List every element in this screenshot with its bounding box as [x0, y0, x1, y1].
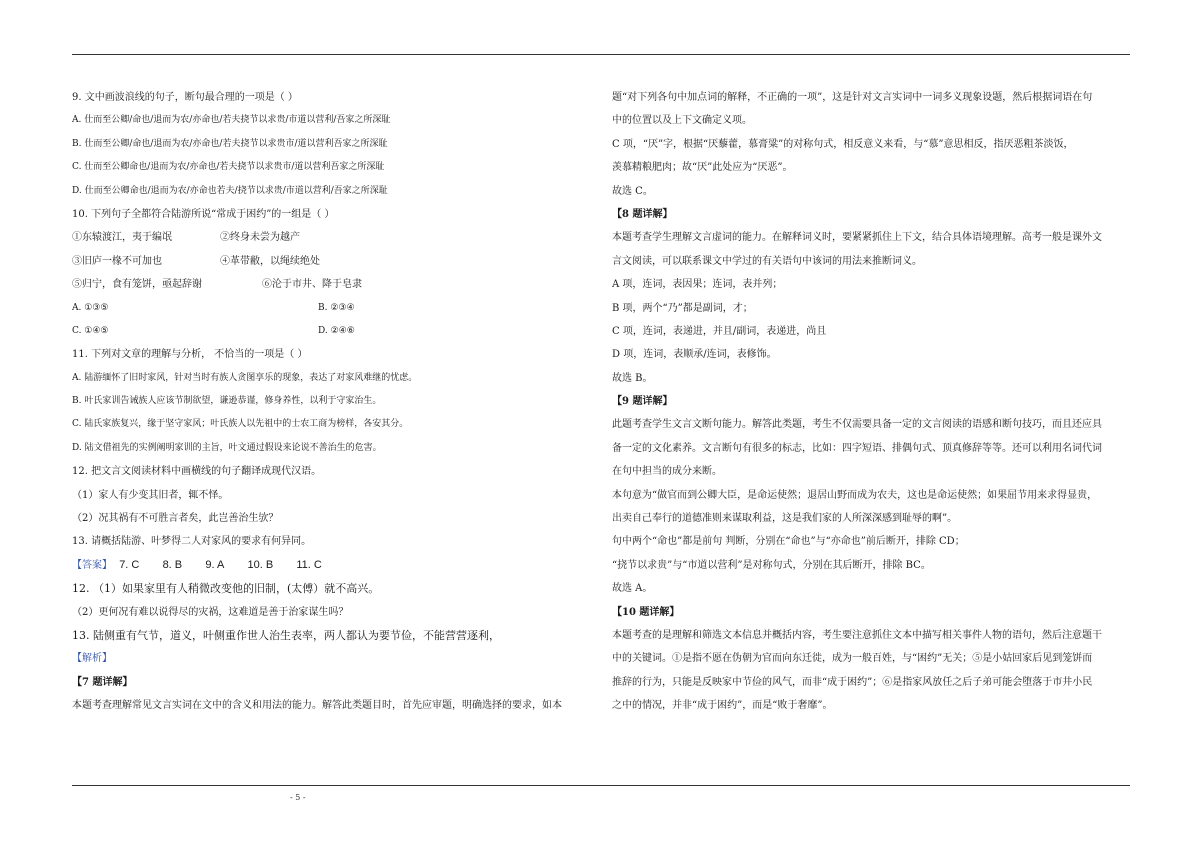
answer-9: 9. A	[205, 558, 225, 571]
q11-option-b: B. 叶氏家训告诫族人应该节制欲望，谦逊恭谨，修身养性，以利于守家治生。	[72, 396, 382, 407]
q10-option-b: B. ②③④	[318, 302, 355, 313]
q10-option-a: A. ①③⑤	[72, 302, 109, 313]
q10-item-5: ⑤归宁，食有笼饼，亟起辞谢	[72, 279, 202, 291]
text-line: 之中的情况，并非“成于困约”，而是“败于奢靡”。	[612, 700, 833, 712]
q12-stem: 12. 把文言文阅读材料中画横线的句子翻译成现代汉语。	[72, 466, 322, 478]
answer-12-line-1: 12. （1）如果家里有人稍微改变他的旧制，(太傅）就不高兴。	[72, 582, 380, 596]
text-line: 备一定的文化素养。文言断句有很多的标志，比如：四字短语、排偶句式、顶真修辞等等。还可以利用名词代词	[612, 442, 1102, 454]
text-line: A 项，连词，表因果；连词，表并列；	[612, 279, 783, 291]
answer-line	[72, 554, 592, 577]
q9-option-c: C. 仕而至公卿命也/退而为农/亦命也/若夫挠节以求贵市/道以营利吾家之所深耻	[72, 162, 385, 173]
text-line: 故选 C。	[612, 185, 653, 197]
text-line: 中的关键词。①是指不愿在伪朝为官而向东迁徙，成为一般百姓，与“困约”无关；⑤是小姑回家后见到笼饼而	[612, 653, 1093, 665]
q10-option-c: C. ①④⑤	[72, 325, 109, 336]
q13-stem: 13. 请概括陆游、叶梦得二人对家风的要求有何异同。	[72, 536, 312, 548]
footer-rule	[72, 785, 1130, 786]
answer-12-line-2: （2）更何况有难以说得尽的灾祸，这难道是善于治家谋生吗？	[72, 606, 349, 618]
q10-item-4: ④革带敝，以绳续绝处	[220, 255, 320, 267]
answer-8: 8. B	[162, 558, 183, 571]
q10-options-row	[72, 297, 592, 320]
q10-item-6: ⑥沦于市井、降于皂隶	[262, 279, 362, 291]
q10-items-row	[72, 250, 592, 273]
text-line: 此题考查学生文言文断句能力。解答此类题，考生不仅需要具备一定的文言阅读的语感和断句技巧，而且还应具	[612, 419, 1102, 431]
q10-items-row	[72, 226, 592, 249]
q11-option-a: A. 陆游缅怀了旧时家风，针对当时有族人贪图享乐的现象，表达了对家风难继的忧虑。	[72, 372, 418, 383]
analysis-tag: 【解析】	[72, 653, 112, 665]
answer-10: 10. B	[247, 558, 274, 571]
answer-7: 7. C	[119, 558, 140, 571]
q11-stem: 11. 下列对文章的理解与分析， 不恰当的一项是（ ）	[72, 349, 308, 361]
page-number: - 5 -	[290, 793, 306, 802]
q11-option-c: C. 陆氏家族复兴，缘于坚守家风；叶氏族人以先祖中的士农工商为榜样，各安其分。	[72, 419, 409, 430]
q10-item-2: ②终身未尝为越产	[220, 232, 300, 244]
right-column	[612, 86, 1132, 718]
text-line: 言文阅读，可以联系课文中学过的有关语句中该词的用法来推断词义。	[612, 255, 922, 267]
text-line: C 项，连词，表递进，并且/副词，表递进，尚且	[612, 325, 827, 337]
left-column	[72, 86, 592, 718]
text-line: 本题考查的是理解和筛选文本信息并概括内容，考生要注意抓住文本中描写相关事件人物的语句，然后注意题干	[612, 629, 1102, 641]
answer-tag: 【答案】	[72, 559, 112, 571]
q9-option-b: B. 仕而至公卿/命也/退而为农/亦命也/若夫挠节以求贵市/道以营利吾家之所深耻	[72, 138, 388, 149]
text-line: 中的位置以及上下文确定义项。	[612, 115, 752, 127]
text-line: “挠节以求贵”与“市道以营利”是对称句式，分别在其后断开，排除 BC。	[612, 559, 931, 571]
text-line: 故选 B。	[612, 372, 653, 384]
q12-item-1: （1）家人有少变其旧者，辄不怿。	[72, 489, 229, 501]
header-rule	[72, 54, 1130, 55]
text-line: 句中两个“命也”都是前句 判断，分别在“命也”与“亦命也”前后断开，排除 CD；	[612, 536, 965, 548]
q8-heading: 【8 题详解】	[612, 208, 673, 220]
q10-items-row	[72, 273, 592, 296]
text-line: 故选 A。	[612, 583, 653, 595]
text-line: 羡慕精粮肥肉；故“厌”此处应为“厌恶”。	[612, 162, 793, 174]
text-line: 推辞的行为，只能是反映家中节俭的风气，而非“成于困约”；⑥是指家风放任之后子弟可能会堕落于市井小民	[612, 676, 1093, 688]
q10-item-1: ①东辕渡江，夷于编氓	[72, 232, 172, 244]
text-line: 出卖自己奉行的道德准则来谋取利益，这是我们家的人所深深感到耻辱的啊”。	[612, 513, 958, 525]
q10-options-row	[72, 320, 592, 343]
q7-body: 本题考查理解常见文言实词在文中的含义和用法的能力。解答此类题目时，首先应审题，明确选择的要求，如本	[72, 700, 562, 712]
q12-item-2: （2）况其祸有不可胜言者矣，此岂善治生欤？	[72, 513, 279, 525]
text-line: C 项，“厌”字，根据“厌藜藿，慕膏粱”的对称句式，相反意义来看，与“慕”意思相反，指厌恶粗茶淡饭，	[612, 138, 1074, 150]
answer-11: 11. C	[296, 558, 322, 571]
q9-heading: 【9 题详解】	[612, 396, 673, 408]
text-line: D 项，连词，表顺承/连词，表修饰。	[612, 349, 777, 361]
q9-option-a: A. 仕而至公卿/命也/退而为农/亦命也/若夫挠节以求贵/市道以营利/吾家之所深耻	[72, 115, 391, 126]
q11-option-d: D. 陆文借祖先的实例阐明家训的主旨，叶文通过假设来论说不善治生的危害。	[72, 442, 382, 453]
text-line: 题“对下列各句中加点词的解释，不正确的一项”，这是针对文言实词中一词多义现象设题，然后根据词语在句	[612, 92, 1093, 103]
q9-option-d: D. 仕而至公卿命也/退而为农/亦命也若夫/挠节以求贵/市道以营利/吾家之所深耻	[72, 185, 388, 196]
q10-stem: 10. 下列句子全都符合陆游所说“常成于困约”的一组是（ ）	[72, 208, 335, 220]
q10-item-3: ③旧庐一椽不可加也	[72, 255, 162, 267]
text-line: 本题考查学生理解文言虚词的能力。在解释词义时，要紧紧抓住上下文，结合具体语境理解。高考一般是课外文	[612, 232, 1102, 244]
q10-heading: 【10 题详解】	[612, 606, 680, 618]
q9-stem: 9. 文中画波浪线的句子，断句最合理的一项是（ ）	[72, 92, 298, 103]
answer-13: 13. 陆侧重有气节，道义，叶侧重作世人治生表率，两人都认为要节俭，不能营营逐利，	[72, 628, 500, 642]
text-line: B 项，两个“乃”都是副词，才；	[612, 302, 753, 314]
text-line: 本句意为“做官而到公卿大臣，是命运使然；退居山野而成为农夫，这也是命运使然；如果屈节用来求得显贵，	[612, 489, 1098, 501]
text-line: 在句中担当的成分来断。	[612, 466, 722, 478]
q10-option-d: D. ②④⑥	[318, 325, 355, 336]
q7-heading: 【7 题详解】	[72, 676, 133, 688]
